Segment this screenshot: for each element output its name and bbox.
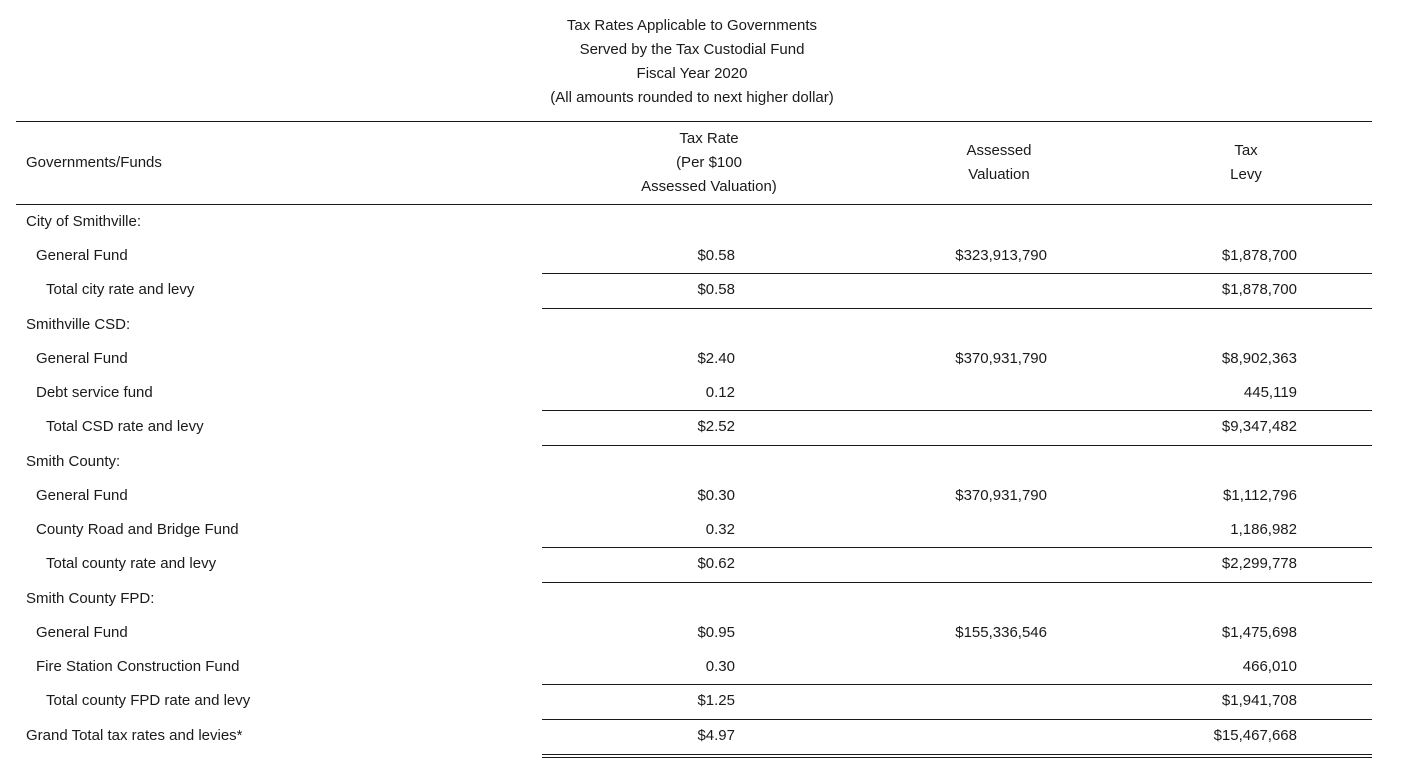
table-row-csd-general-fund — [0, 342, 1404, 376]
table-row-county-heading — [0, 445, 1404, 479]
tax-levy-cell: $1,878,700 — [1221, 281, 1297, 298]
column-header-tax-rate-line-3: Assessed Valuation) — [641, 178, 777, 195]
tax-rate-cell: $0.95 — [697, 624, 735, 641]
tax-rate-cell: 0.12 — [705, 384, 735, 401]
column-header-assessed-valuation — [919, 139, 1079, 187]
tax-levy-cell: $1,112,796 — [1223, 487, 1297, 504]
row-label: Total CSD rate and levy — [46, 418, 204, 435]
title-line-3: Fiscal Year 2020 — [636, 65, 748, 82]
tax-rate-cell: $1.25 — [697, 692, 735, 709]
tax-rate-cell: 0.30 — [705, 658, 735, 675]
row-label: Total city rate and levy — [46, 281, 195, 298]
table-row-city-heading — [0, 205, 1404, 239]
tax-levy-cell: $9,347,482 — [1221, 418, 1297, 435]
row-label: City of Smithville: — [26, 213, 142, 230]
tax-rate-cell: $4.97 — [697, 727, 735, 744]
tax-levy-cell: $1,475,698 — [1221, 624, 1297, 641]
table-row-grand-total — [0, 719, 1404, 753]
assessed-valuation-cell: $323,913,790 — [955, 247, 1047, 264]
row-label: General Fund — [36, 487, 128, 504]
column-header-governments: Governments/Funds — [26, 154, 162, 171]
grand-total-double-rule-top — [542, 754, 1372, 755]
tax-levy-cell: $8,902,363 — [1221, 350, 1297, 367]
tax-levy-cell: $1,941,708 — [1221, 692, 1297, 709]
tax-levy-cell: 466,010 — [1242, 658, 1297, 675]
row-label: General Fund — [36, 624, 128, 641]
header-top-rule — [16, 121, 1372, 122]
table-row-fpd-total — [0, 684, 1404, 718]
table-row-csd-total — [0, 410, 1404, 444]
tax-levy-cell: $2,299,778 — [1221, 555, 1297, 572]
table-row-fpd-heading — [0, 582, 1404, 616]
row-label: General Fund — [36, 247, 128, 264]
title-line-1: Tax Rates Applicable to Governments — [566, 17, 818, 34]
assessed-valuation-cell: $370,931,790 — [955, 350, 1047, 367]
row-label: Fire Station Construction Fund — [36, 658, 240, 675]
row-label: County Road and Bridge Fund — [36, 521, 239, 538]
tax-rate-cell: $0.58 — [697, 247, 735, 264]
table-row-fpd-general-fund — [0, 616, 1404, 650]
row-label: Total county rate and levy — [46, 555, 217, 572]
tax-levy-cell: 445,119 — [1243, 384, 1297, 401]
column-header-tax-levy-line-2: Levy — [1230, 166, 1262, 183]
tax-rate-cell: $2.52 — [697, 418, 735, 435]
column-header-tax-levy-line-1: Tax — [1234, 142, 1258, 159]
assessed-valuation-cell: $370,931,790 — [955, 487, 1047, 504]
grand-total-double-rule-bottom — [542, 757, 1372, 758]
column-header-tax-rate — [609, 127, 809, 199]
row-label: Grand Total tax rates and levies* — [26, 727, 243, 744]
table-row-fpd-fire-station — [0, 650, 1404, 684]
column-header-tax-rate-line-2: (Per $100 — [676, 154, 742, 171]
tax-rate-cell: $0.58 — [697, 281, 735, 298]
table-row-city-general-fund — [0, 239, 1404, 273]
column-header-assessed-valuation-line-2: Valuation — [968, 166, 1030, 183]
assessed-valuation-cell: $155,336,546 — [955, 624, 1047, 641]
tax-levy-cell: $1,878,700 — [1221, 247, 1297, 264]
tax-levy-cell: 1,186,982 — [1230, 521, 1297, 538]
report-title — [0, 14, 1384, 110]
column-header-tax-rate-line-1: Tax Rate — [679, 130, 739, 147]
row-label: Smith County: — [26, 453, 121, 470]
tax-rate-cell: $2.40 — [697, 350, 735, 367]
table-row-city-total — [0, 273, 1404, 307]
column-header-tax-levy — [1186, 139, 1306, 187]
row-label: Smithville CSD: — [26, 316, 131, 333]
table-row-county-general-fund — [0, 479, 1404, 513]
column-header-assessed-valuation-line-1: Assessed — [966, 142, 1032, 159]
row-label: Total county FPD rate and levy — [46, 692, 251, 709]
table-row-csd-heading — [0, 308, 1404, 342]
tax-rate-cell: $0.62 — [697, 555, 735, 572]
table-row-county-total — [0, 547, 1404, 581]
title-line-4: (All amounts rounded to next higher dollar) — [550, 89, 834, 106]
tax-rate-cell: $0.30 — [697, 487, 735, 504]
row-label: Debt service fund — [36, 384, 153, 401]
table-row-csd-debt-service — [0, 376, 1404, 410]
tax-rate-cell: 0.32 — [705, 521, 735, 538]
row-label: Smith County FPD: — [26, 590, 155, 607]
title-line-2: Served by the Tax Custodial Fund — [579, 41, 805, 58]
table-row-county-road-bridge — [0, 513, 1404, 547]
tax-levy-cell: $15,467,668 — [1213, 727, 1297, 744]
row-label: General Fund — [36, 350, 128, 367]
